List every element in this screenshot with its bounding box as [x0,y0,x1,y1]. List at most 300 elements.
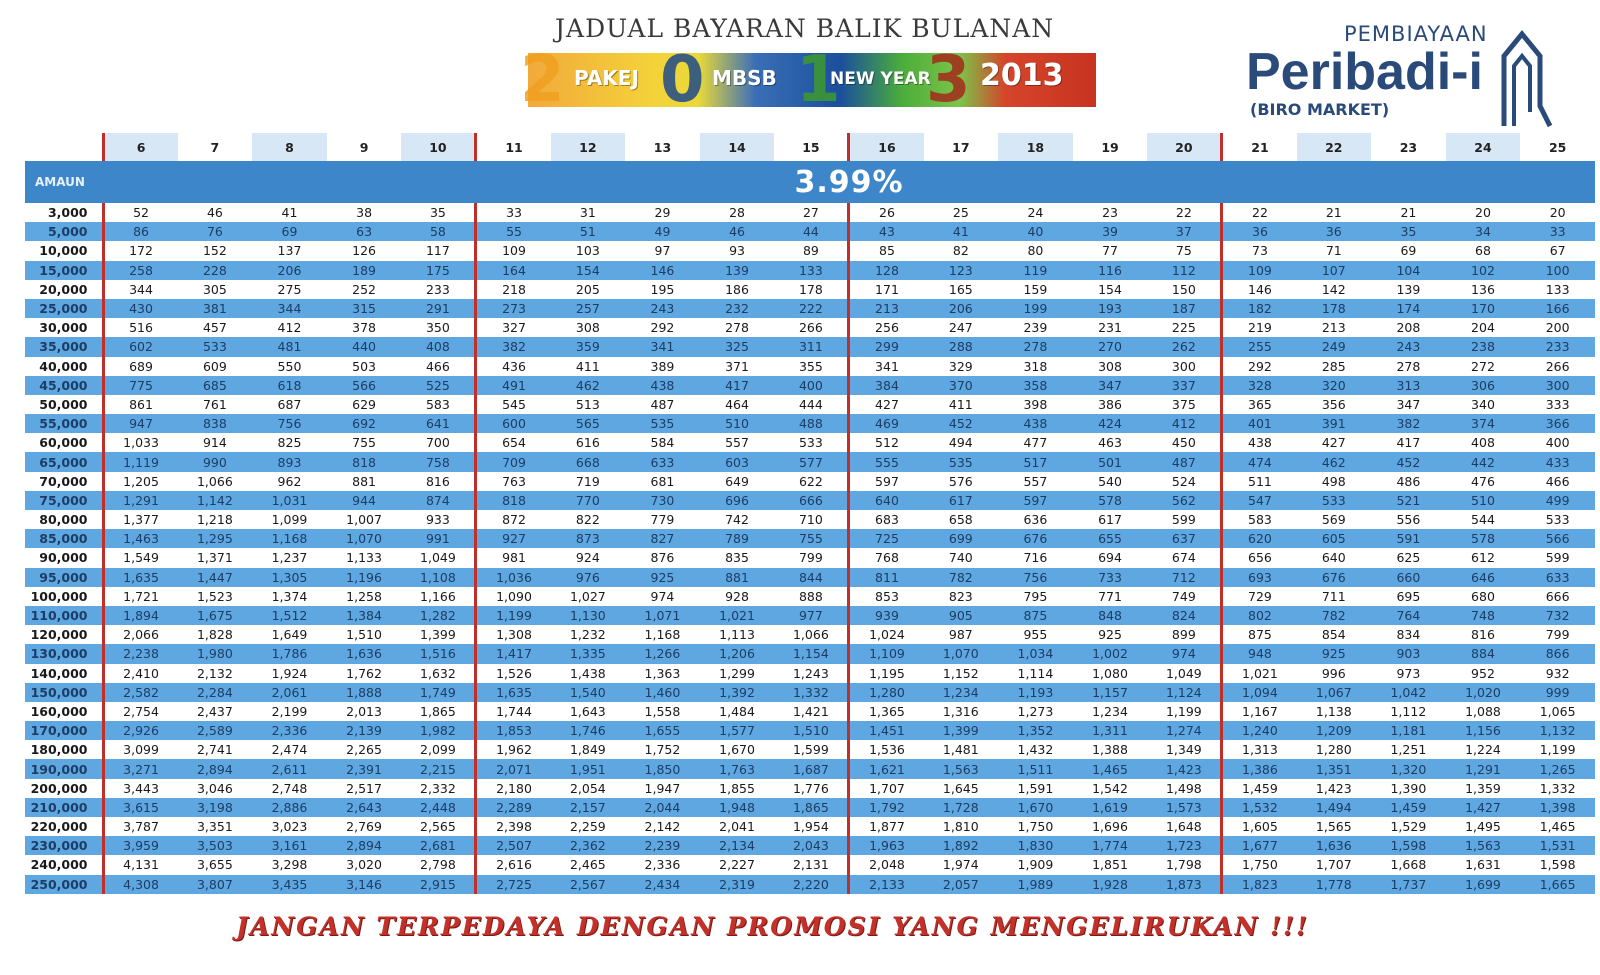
payment-cell: 208 [1371,318,1446,337]
payment-cell: 656 [1222,548,1297,567]
payment-cell: 748 [1446,606,1521,625]
payment-cell: 1,280 [849,683,924,702]
payment-cell: 329 [924,357,999,376]
payment-cell: 2,057 [924,875,999,894]
table-row [25,644,1595,663]
payment-cell: 1,388 [1073,740,1148,759]
payment-cell: 2,681 [401,836,476,855]
payment-cell: 1,352 [998,721,1073,740]
payment-cell: 133 [1520,280,1595,299]
payment-cell: 981 [476,548,551,567]
payment-cell: 1,392 [700,683,775,702]
payment-cell: 382 [476,337,551,356]
payment-cell: 1,752 [625,740,700,759]
payment-cell: 844 [774,568,849,587]
payment-cell: 33 [1520,222,1595,241]
payment-cell: 1,892 [924,836,999,855]
table-row [25,395,1595,414]
payment-cell: 477 [998,433,1073,452]
payment-cell: 462 [551,376,626,395]
tenure-year-header: 25 [1548,139,1567,155]
table-row [25,299,1595,318]
payment-cell: 103 [551,241,626,260]
payment-cell: 1,962 [476,740,551,759]
amount-cell: 170,000 [25,721,103,740]
payment-cell: 540 [1073,472,1148,491]
payment-cell: 1,090 [476,587,551,606]
payment-cell: 872 [476,510,551,529]
payment-cell: 625 [1371,548,1446,567]
payment-cell: 22 [1222,203,1297,222]
payment-cell: 2,754 [103,702,178,721]
amount-cell: 65,000 [25,452,103,471]
logo-brand-text: Peribadi-i [1246,43,1483,101]
payment-cell: 2,054 [551,779,626,798]
banner-digit-2: 0 [660,43,705,117]
payment-cell: 408 [1446,433,1521,452]
payment-cell: 371 [700,357,775,376]
payment-cell: 1,481 [924,740,999,759]
payment-cell: 597 [849,472,924,491]
payment-cell: 34 [1446,222,1521,241]
payment-cell: 3,198 [178,798,253,817]
payment-cell: 123 [924,261,999,280]
payment-cell: 112 [1147,261,1222,280]
amount-cell: 15,000 [25,261,103,280]
table-row [25,452,1595,471]
payment-cell: 1,512 [252,606,327,625]
payment-cell: 86 [103,222,178,241]
amount-cell: 120,000 [25,625,103,644]
payment-cell: 640 [849,491,924,510]
payment-cell: 258 [103,261,178,280]
payment-cell: 1,954 [774,817,849,836]
payment-cell: 51 [551,222,626,241]
payment-cell: 1,648 [1147,817,1222,836]
payment-cell: 524 [1147,472,1222,491]
payment-cell: 2,507 [476,836,551,855]
payment-cell: 384 [849,376,924,395]
payment-cell: 89 [774,241,849,260]
table-row [25,261,1595,280]
payment-cell: 1,707 [849,779,924,798]
payment-cell: 231 [1073,318,1148,337]
payment-cell: 693 [1222,568,1297,587]
amount-cell: 3,000 [25,203,103,222]
payment-cell: 139 [1371,280,1446,299]
payment-cell: 218 [476,280,551,299]
payment-cell: 1,152 [924,664,999,683]
payment-cell: 200 [1520,318,1595,337]
payment-cell: 225 [1147,318,1222,337]
payment-cell: 578 [1446,529,1521,548]
payment-cell: 1,536 [849,740,924,759]
payment-cell: 1,320 [1371,759,1446,778]
payment-cell: 233 [1520,337,1595,356]
payment-cell: 71 [1297,241,1372,260]
payment-cell: 1,699 [1446,875,1521,894]
payment-cell: 486 [1371,472,1446,491]
payment-cell: 875 [1222,625,1297,644]
payment-cell: 300 [1147,357,1222,376]
payment-cell: 775 [103,376,178,395]
payment-cell: 952 [1446,664,1521,683]
payment-cell: 359 [551,337,626,356]
payment-cell: 285 [1297,357,1372,376]
payment-cell: 696 [700,491,775,510]
payment-cell: 1,670 [998,798,1073,817]
payment-cell: 533 [1297,491,1372,510]
payment-cell: 763 [476,472,551,491]
payment-cell: 680 [1446,587,1521,606]
payment-cell: 646 [1446,568,1521,587]
banner-label-1: PAKEJ [574,66,639,90]
payment-cell: 533 [1520,510,1595,529]
payment-cell: 1,677 [1222,836,1297,855]
payment-cell: 689 [103,357,178,376]
payment-cell: 510 [1446,491,1521,510]
payment-cell: 602 [103,337,178,356]
payment-cell: 476 [1446,472,1521,491]
payment-cell: 725 [849,529,924,548]
payment-cell: 876 [625,548,700,567]
payment-cell: 266 [1520,357,1595,376]
payment-cell: 275 [252,280,327,299]
payment-cell: 719 [551,472,626,491]
payment-cell: 1,850 [625,759,700,778]
payment-cell: 2,332 [401,779,476,798]
payment-cell: 1,982 [401,721,476,740]
payment-cell: 308 [551,318,626,337]
amount-cell: 110,000 [25,606,103,625]
payment-cell: 2,041 [700,817,775,836]
payment-cell: 278 [998,337,1073,356]
payment-cell: 1,224 [1446,740,1521,759]
payment-cell: 474 [1222,452,1297,471]
tenure-year-header: 11 [476,133,551,161]
payment-cell: 107 [1297,261,1372,280]
payment-cell: 991 [401,529,476,548]
payment-cell: 1,438 [551,664,626,683]
payment-cell: 2,643 [327,798,402,817]
payment-cell: 128 [849,261,924,280]
payment-cell: 3,655 [178,855,253,874]
amount-cell: 20,000 [25,280,103,299]
payment-cell: 137 [252,241,327,260]
payment-cell: 1,696 [1073,817,1148,836]
payment-cell: 633 [1520,568,1595,587]
table-row [25,376,1595,395]
payment-cell: 1,649 [252,625,327,644]
payment-cell: 2,448 [401,798,476,817]
payment-cell: 1,036 [476,568,551,587]
payment-cell: 1,108 [401,568,476,587]
payment-cell: 270 [1073,337,1148,356]
table-row [25,222,1595,241]
payment-cell: 947 [103,414,178,433]
payment-cell: 46 [178,203,253,222]
payment-cell: 2,434 [625,875,700,894]
payment-cell: 2,611 [252,759,327,778]
payment-cell: 193 [1073,299,1148,318]
payment-cell: 1,308 [476,625,551,644]
payment-cell: 262 [1147,337,1222,356]
amount-cell: 230,000 [25,836,103,855]
amount-cell: 30,000 [25,318,103,337]
payment-cell: 35 [401,203,476,222]
payment-cell: 962 [252,472,327,491]
payment-cell: 782 [1297,606,1372,625]
amount-cell: 95,000 [25,568,103,587]
payment-cell: 1,167 [1222,702,1297,721]
payment-cell: 347 [1371,395,1446,414]
payment-cell: 1,823 [1222,875,1297,894]
payment-cell: 3,435 [252,875,327,894]
payment-cell: 641 [401,414,476,433]
amount-cell: 140,000 [25,664,103,683]
payment-cell: 93 [700,241,775,260]
payment-cell: 629 [327,395,402,414]
payment-cell: 1,234 [1073,702,1148,721]
payment-cell: 499 [1520,491,1595,510]
banner-digit-1: 2 [520,43,565,117]
payment-cell: 232 [700,299,775,318]
payment-cell: 1,349 [1147,740,1222,759]
payment-cell: 1,605 [1222,817,1297,836]
repayment-table [25,133,1595,894]
payment-cell: 1,558 [625,702,700,721]
tenure-year-header: 15 [802,139,820,155]
payment-cell: 640 [1297,548,1372,567]
payment-cell: 695 [1371,587,1446,606]
payment-cell: 1,133 [327,548,402,567]
header-corner [25,133,103,161]
payment-cell: 2,926 [103,721,178,740]
payment-cell: 400 [1520,433,1595,452]
payment-cell: 2,894 [178,759,253,778]
table-row [25,548,1595,567]
tenure-year-header: 13 [653,139,672,155]
payment-cell: 1,423 [1297,779,1372,798]
payment-cell: 2,131 [774,855,849,874]
payment-cell: 1,157 [1073,683,1148,702]
amount-cell: 210,000 [25,798,103,817]
amount-cell: 150,000 [25,683,103,702]
payment-cell: 2,238 [103,644,178,663]
payment-cell: 1,237 [252,548,327,567]
payment-cell: 1,031 [252,491,327,510]
payment-cell: 927 [476,529,551,548]
payment-cell: 417 [1371,433,1446,452]
payment-cell: 2,741 [178,740,253,759]
payment-cell: 73 [1222,241,1297,260]
payment-cell: 31 [551,203,626,222]
payment-cell: 55 [476,222,551,241]
payment-cell: 1,721 [103,587,178,606]
payment-cell: 1,645 [924,779,999,798]
payment-cell: 603 [700,452,775,471]
payment-cell: 39 [1073,222,1148,241]
payment-cell: 1,531 [1520,836,1595,855]
payment-cell: 2,066 [103,625,178,644]
payment-cell: 464 [700,395,775,414]
payment-cell: 152 [178,241,253,260]
payment-cell: 710 [774,510,849,529]
payment-cell: 1,598 [1371,836,1446,855]
amount-cell: 160,000 [25,702,103,721]
payment-cell: 1,749 [401,683,476,702]
payment-cell: 69 [252,222,327,241]
payment-cell: 2,289 [476,798,551,817]
payment-cell: 243 [625,299,700,318]
payment-cell: 291 [401,299,476,318]
payment-cell: 85 [849,241,924,260]
payment-cell: 498 [1297,472,1372,491]
payment-cell: 1,873 [1147,875,1222,894]
payment-cell: 2,071 [476,759,551,778]
payment-cell: 170 [1446,299,1521,318]
payment-cell: 2,398 [476,817,551,836]
payment-cell: 823 [924,587,999,606]
payment-cell: 411 [924,395,999,414]
payment-cell: 655 [1073,529,1148,548]
payment-cell: 533 [178,337,253,356]
payment-cell: 1,516 [401,644,476,663]
payment-cell: 1,232 [551,625,626,644]
payment-cell: 1,598 [1520,855,1595,874]
payment-cell: 1,495 [1446,817,1521,836]
payment-cell: 1,675 [178,606,253,625]
payment-cell: 278 [700,318,775,337]
payment-cell: 1,830 [998,836,1073,855]
payment-cell: 21 [1371,203,1446,222]
payment-cell: 1,384 [327,606,402,625]
payment-cell: 49 [625,222,700,241]
payment-cell: 547 [1222,491,1297,510]
payment-cell: 834 [1371,625,1446,644]
payment-cell: 67 [1520,241,1595,260]
payment-cell: 38 [327,203,402,222]
payment-cell: 1,291 [1446,759,1521,778]
table-row [25,817,1595,836]
payment-cell: 545 [476,395,551,414]
payment-cell: 893 [252,452,327,471]
payment-cell: 928 [700,587,775,606]
payment-cell: 1,565 [1297,817,1372,836]
payment-cell: 1,460 [625,683,700,702]
payment-cell: 1,888 [327,683,402,702]
payment-cell: 511 [1222,472,1297,491]
payment-cell: 770 [551,491,626,510]
amount-cell: 130,000 [25,644,103,663]
payment-cell: 1,636 [1297,836,1372,855]
payment-cell: 764 [1371,606,1446,625]
payment-cell: 204 [1446,318,1521,337]
payment-cell: 76 [178,222,253,241]
payment-cell: 318 [998,357,1073,376]
payment-cell: 82 [924,241,999,260]
payment-cell: 1,094 [1222,683,1297,702]
payment-cell: 636 [998,510,1073,529]
payment-cell: 333 [1520,395,1595,414]
payment-cell: 1,099 [252,510,327,529]
tenure-year-header: 8 [252,133,327,161]
payment-cell: 1,974 [924,855,999,874]
payment-cell: 1,130 [551,606,626,625]
payment-cell: 24 [998,203,1073,222]
payment-cell: 1,670 [700,740,775,759]
payment-cell: 1,273 [998,702,1073,721]
payment-cell: 609 [178,357,253,376]
amount-column-header: AMAUN [25,161,103,203]
payment-cell: 2,319 [700,875,775,894]
rate-band [25,161,1595,203]
payment-cell: 427 [849,395,924,414]
payment-cell: 1,080 [1073,664,1148,683]
payment-cell: 557 [700,433,775,452]
amount-cell: 40,000 [25,357,103,376]
payment-cell: 150 [1147,280,1222,299]
payment-cell: 2,180 [476,779,551,798]
payment-cell: 171 [849,280,924,299]
payment-cell: 21 [1297,203,1372,222]
payment-cell: 2,465 [551,855,626,874]
payment-cell: 1,049 [401,548,476,567]
payment-cell: 1,894 [103,606,178,625]
payment-cell: 1,599 [774,740,849,759]
payment-cell: 1,251 [1371,740,1446,759]
payment-cell: 1,632 [401,664,476,683]
payment-cell: 1,532 [1222,798,1297,817]
payment-cell: 1,258 [327,587,402,606]
payment-cell: 23 [1073,203,1148,222]
payment-cell: 712 [1147,568,1222,587]
payment-cell: 97 [625,241,700,260]
payment-cell: 557 [998,472,1073,491]
payment-cell: 3,443 [103,779,178,798]
payment-cell: 854 [1297,625,1372,644]
payment-cell: 1,635 [476,683,551,702]
payment-cell: 398 [998,395,1073,414]
payment-cell: 513 [551,395,626,414]
payment-cell: 3,020 [327,855,402,874]
payment-cell: 1,865 [401,702,476,721]
payment-cell: 1,311 [1073,721,1148,740]
payment-cell: 2,043 [774,836,849,855]
payment-cell: 2,239 [625,836,700,855]
payment-cell: 583 [401,395,476,414]
payment-cell: 861 [103,395,178,414]
payment-cell: 1,119 [103,452,178,471]
payment-cell: 569 [1297,510,1372,529]
payment-cell: 1,359 [1446,779,1521,798]
payment-cell: 755 [774,529,849,548]
payment-cell: 597 [998,491,1073,510]
tenure-header-row [25,133,1595,161]
payment-cell: 412 [1147,414,1222,433]
payment-cell: 247 [924,318,999,337]
payment-cell: 1,007 [327,510,402,529]
payment-cell: 1,523 [178,587,253,606]
table-row [25,318,1595,337]
payment-cell: 974 [1147,644,1222,663]
payment-cell: 1,563 [1446,836,1521,855]
payment-cell: 555 [849,452,924,471]
table-row [25,568,1595,587]
payment-cell: 1,655 [625,721,700,740]
amount-cell: 60,000 [25,433,103,452]
payment-cell: 199 [998,299,1073,318]
